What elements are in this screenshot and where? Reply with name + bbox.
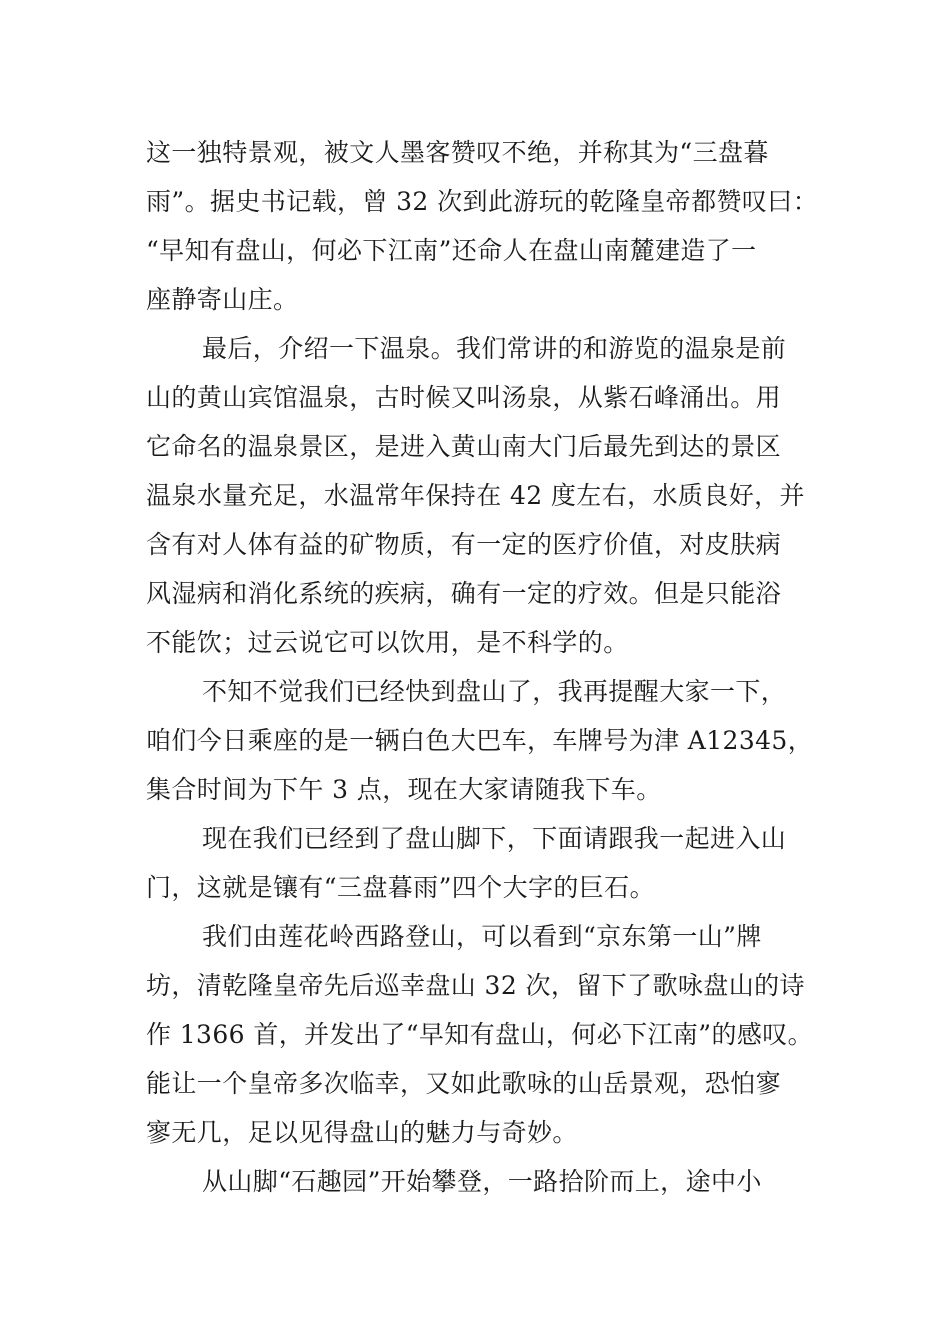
text-line: 坊，清乾隆皇帝先后巡幸盘山 32 次，留下了歌咏盘山的诗 — [146, 971, 805, 1000]
paragraph-first-line: 我们由莲花岭西路登山，可以看到“京东第一山”牌 — [202, 922, 762, 951]
text-line: 座静寄山庄。 — [146, 285, 299, 314]
text-line: 能让一个皇帝多次临幸，又如此歌咏的山岳景观，恐怕寥 — [146, 1069, 782, 1098]
text-line: 不能饮；过云说它可以饮用，是不科学的。 — [146, 628, 629, 657]
paragraph-first-line: 不知不觉我们已经快到盘山了，我再提醒大家一下， — [202, 677, 787, 706]
text-line: 它命名的温泉景区，是进入黄山南大门后最先到达的景区 — [146, 432, 782, 461]
paragraph-first-line: 从山脚“石趣园”开始攀登，一路拾阶而上，途中小 — [202, 1167, 762, 1196]
paragraph-first-line: 最后，介绍一下温泉。我们常讲的和游览的温泉是前 — [202, 334, 787, 363]
text-line: 寥无几，足以见得盘山的魅力与奇妙。 — [146, 1118, 578, 1147]
text-line: 含有对人体有益的矿物质，有一定的医疗价值，对皮肤病 — [146, 530, 782, 559]
text-line: 集合时间为下午 3 点，现在大家请随我下车。 — [146, 775, 662, 804]
text-line: 作 1366 首，并发出了“早知有盘山，何必下江南”的感叹。 — [146, 1020, 814, 1049]
text-line: 这一独特景观，被文人墨客赞叹不绝，并称其为“三盘暮 — [146, 138, 769, 167]
text-line: 咱们今日乘座的是一辆白色大巴车，车牌号为津 A12345， — [146, 726, 814, 755]
text-line: “早知有盘山，何必下江南”还命人在盘山南麓建造了一 — [146, 236, 757, 265]
text-line: 门，这就是镶有“三盘暮雨”四个大字的巨石。 — [146, 873, 655, 902]
text-line: 山的黄山宾馆温泉，古时候又叫汤泉，从紫石峰涌出。用 — [146, 383, 782, 412]
document-body — [146, 128, 819, 1206]
text-line: 温泉水量充足，水温常年保持在 42 度左右，水质良好，并 — [146, 481, 805, 510]
paragraph-first-line: 现在我们已经到了盘山脚下，下面请跟我一起进入山 — [202, 824, 787, 853]
text-line: 雨”。据史书记载，曾 32 次到此游玩的乾隆皇帝都赞叹曰： — [146, 187, 819, 216]
text-line: 风湿病和消化系统的疾病，确有一定的疗效。但是只能浴 — [146, 579, 782, 608]
